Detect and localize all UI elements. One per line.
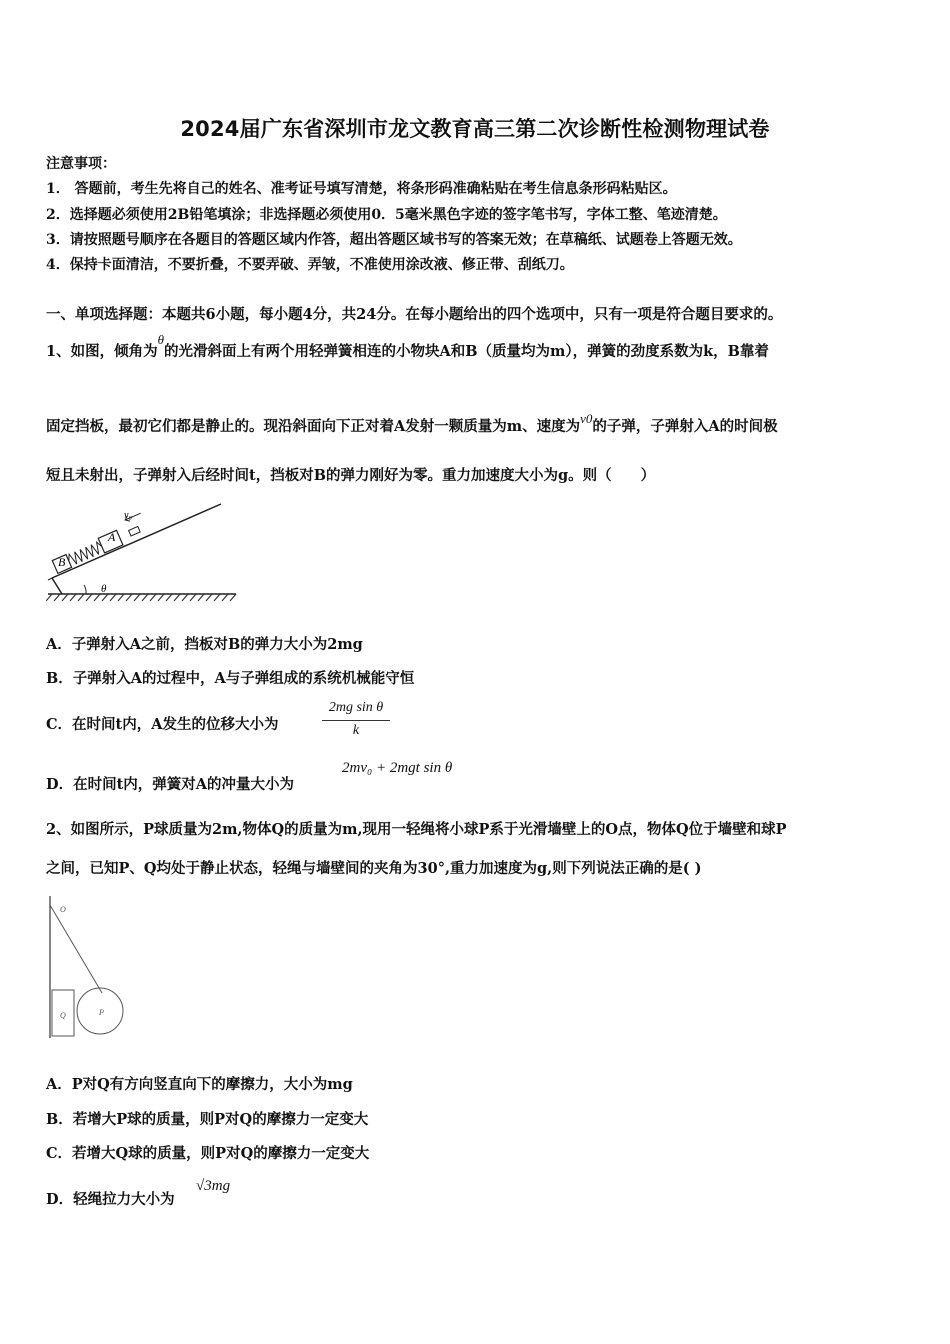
section-heading: 一、单项选择题：本题共6小题，每小题4分，共24分。在每小题给出的四个选项中，只有一项是符合题目要求的。 (46, 306, 783, 323)
q1-stem-line3: 短且未射出，子弹射入后经时间t，挡板对B的弹力刚好为零。重力加速度大小为g。则（ ） (46, 467, 656, 484)
q1-c-numerator: 2mg sin θ (328, 700, 384, 715)
theta-symbol: θ (157, 332, 164, 347)
q2-option-b: B．若增大P球的质量，则P对Q的摩擦力一定变大 (46, 1111, 369, 1128)
q2-option-c: C．若增大Q球的质量，则P对Q的摩擦力一定变大 (46, 1145, 370, 1162)
notice-item: 2．选择题必须使用2B铅笔填涂；非选择题必须使用0．5毫米黑色字迹的签字笔书写，字体工整、笔迹清楚。 (46, 207, 727, 223)
q1-c-denominator: k (352, 723, 360, 738)
notice-item: 4．保持卡面清洁，不要折叠，不要弄破、弄皱，不准使用涂改液、修正带、刮纸刀。 (46, 257, 574, 273)
label-P: P (99, 1008, 104, 1017)
label-B: B (58, 555, 66, 569)
fraction-bar (322, 720, 390, 721)
label-A: A (108, 530, 116, 544)
label-v0: v₀ (124, 510, 132, 521)
q1-stem-line1: 1、如图，倾角为θ的光滑斜面上有两个用轻弹簧相连的小物块A和B（质量均为m），弹簧的劲度系数为k，B靠着 (46, 332, 769, 360)
label-theta: θ (101, 583, 107, 595)
q1-option-c: C．在时间t内，A发生的位移大小为 (46, 716, 279, 733)
q1-d-expression: 2mv₀ + 2mgt sin θ (342, 760, 453, 776)
notice-item: 1． 答题前，考生先将自己的姓名、准考证号填写清楚，将条形码准确粘贴在考生信息条形码粘贴区。 (46, 181, 677, 197)
label-Q: Q (60, 1011, 66, 1020)
q2-d-expression: √3mg (196, 1178, 231, 1194)
notice-item: 3．请按照题号顺序在各题目的答题区域内作答，超出答题区域书写的答案无效；在草稿纸、试题卷上答题无效。 (46, 232, 742, 248)
q1-incline-figure (46, 498, 241, 606)
q1-option-a: A．子弹射入A之前，挡板对B的弹力大小为2mg (46, 636, 363, 653)
q2-stem-line1: 2、如图所示，P球质量为2m,物体Q的质量为m,现用一轻绳将小球P系于光滑墙壁上的O点，物体Q位于墙壁和球P (46, 821, 787, 838)
label-O: O (60, 905, 66, 914)
q2-stem-line2: 之间，已知P、Q均处于静止状态，轻绳与墙壁间的夹角为30°,重力加速度为g,则下列说法正确的是( ) (46, 860, 702, 877)
q1-option-d: D．在时间t内，弹簧对A的冲量大小为 (46, 776, 295, 793)
q1-stem-line2: 固定挡板，最初它们都是静止的。现沿斜面向下正对着A发射一颗质量为m、速度为v0的子弹，子弹射入A的时间极 (46, 411, 778, 435)
q2-option-a: A．P对Q有方向竖直向下的摩擦力，大小为mg (46, 1076, 353, 1093)
v0-symbol: v0 (580, 411, 593, 426)
q2-wall-figure (40, 893, 135, 1043)
notice-heading: 注意事项： (46, 156, 116, 172)
q1-option-b: B．子弹射入A的过程中，A与子弹组成的系统机械能守恒 (46, 670, 415, 687)
page-title: 2024届广东省深圳市龙文教育高三第二次诊断性检测物理试卷 (180, 117, 770, 141)
q2-option-d: D．轻绳拉力大小为 (46, 1191, 175, 1208)
